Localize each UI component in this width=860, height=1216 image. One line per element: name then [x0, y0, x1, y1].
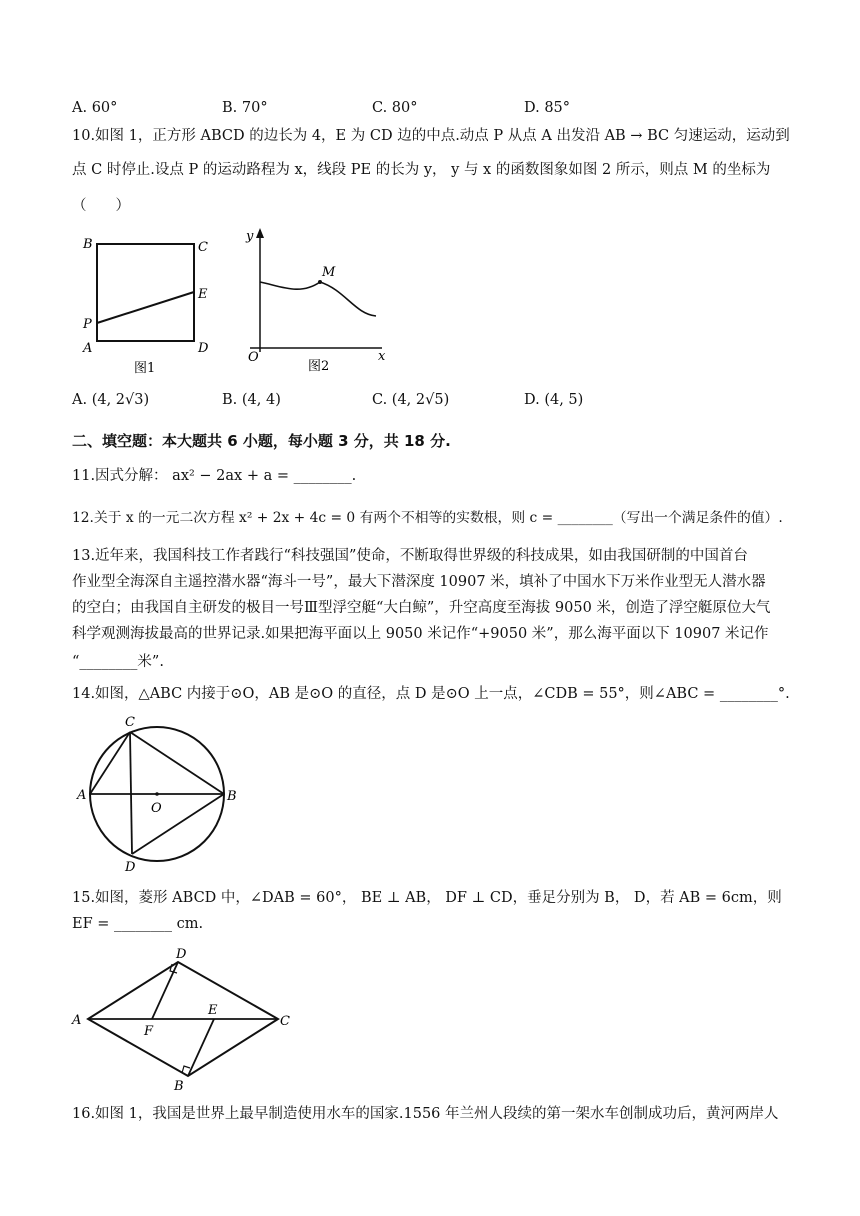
label-y: y — [246, 229, 254, 244]
label-b: B — [227, 789, 237, 804]
label-b: B — [174, 1079, 184, 1094]
q9-option-b: B. 70° — [222, 100, 268, 116]
q10-text-line2: 点 C 时停止.设点 P 的运动路程为 x，线段 PE 的长为 y， y 与 x 的函数图象如图 2 所示，则点 M 的坐标为 — [72, 162, 771, 178]
q9-option-c: C. 80° — [372, 100, 418, 116]
q10-figure2 — [240, 224, 390, 376]
q13-text-line1: 13.近年来，我国科技工作者践行“科技强国”使命，不断取得世界级的科技成果，如由我国研制的中国首台 — [72, 548, 748, 564]
y-axis-arrow — [256, 228, 264, 238]
label-c: C — [198, 240, 208, 255]
q10-option-c: C. (4, 2√5) — [372, 392, 450, 408]
label-a: A — [77, 788, 87, 803]
q10-option-a: A. (4, 2√3) — [72, 392, 150, 408]
label-c: C — [280, 1014, 290, 1029]
segment-ac — [90, 732, 130, 794]
right-angle-mark-b — [182, 1066, 190, 1073]
label-f: F — [144, 1024, 154, 1039]
q12-text: 12.关于 x 的一元二次方程 x² + 2x + 4c = 0 有两个不相等的实数根，则 c = ________（写出一个满足条件的值）. — [72, 510, 783, 526]
label-e: E — [208, 1003, 218, 1018]
label-a: A — [83, 341, 93, 356]
q10-text-line3: （ ） — [72, 198, 130, 214]
label-b: B — [83, 237, 93, 252]
q14-text: 14.如图，△ABC 内接于⊙O，AB 是⊙O 的直径，点 D 是⊙O 上一点，∠CDB = 55°，则∠ABC = ________°. — [72, 686, 790, 702]
q10-figure1 — [78, 228, 218, 378]
point-m — [318, 280, 322, 284]
q11-text: 11.因式分解： ax² − 2ax + a = ________. — [72, 468, 357, 484]
fig1-caption: 图1 — [134, 361, 156, 376]
q15-text-line1: 15.如图，菱形 ABCD 中，∠DAB = 60°， BE ⊥ AB， DF ⊥ CD，垂足分别为 B， D，若 AB = 6cm，则 — [72, 890, 782, 906]
label-d: D — [125, 860, 136, 875]
q13-text-line5: “________米”. — [72, 654, 164, 670]
label-d: D — [198, 341, 209, 356]
q15-figure — [68, 944, 308, 1096]
square-abcd — [97, 244, 194, 341]
q9-option-d: D. 85° — [524, 100, 571, 116]
label-e: E — [198, 287, 208, 302]
label-o: O — [248, 350, 259, 365]
q14-figure — [72, 712, 242, 876]
q10-text-line1: 10.如图 1，正方形 ABCD 的边长为 4，E 为 CD 边的中点.动点 P 从点 A 出发沿 AB → BC 匀速运动，运动到 — [72, 128, 790, 144]
label-d: D — [176, 947, 187, 962]
q15-text-line2: EF = ________ cm. — [72, 916, 204, 932]
label-o: O — [151, 801, 162, 816]
q10-option-b: B. (4, 4) — [222, 392, 281, 408]
section2-heading: 二、填空题：本大题共 6 小题，每小题 3 分，共 18 分. — [72, 432, 451, 450]
label-a: A — [72, 1013, 82, 1028]
label-c: C — [125, 715, 135, 730]
q13-text-line2: 作业型全海深自主遥控潜水器“海斗一号”，最大下潜深度 10907 米，填补了中国水下万米作业型无人潜水器 — [72, 574, 766, 590]
segment-cb — [130, 732, 224, 794]
segment-db — [132, 794, 224, 854]
q16-text-line1: 16.如图 1，我国是世界上最早制造使用水车的国家.1556 年兰州人段续的第一架水车创制成功后，黄河两岸人 — [72, 1106, 779, 1122]
segment-pe — [97, 292, 194, 323]
label-p: P — [83, 317, 92, 332]
function-curve — [260, 282, 376, 316]
center-o — [155, 792, 159, 796]
label-m: M — [322, 265, 336, 280]
fig2-caption: 图2 — [308, 359, 330, 374]
q10-option-d: D. (4, 5) — [524, 392, 584, 408]
q13-text-line4: 科学观测海拔最高的世界记录.如果把海平面以上 9050 米记作“+9050 米”，那么海平面以下 10907 米记作 — [72, 626, 769, 642]
q9-option-a: A. 60° — [72, 100, 118, 116]
label-x: x — [378, 349, 386, 364]
q13-text-line3: 的空白；由我国自主研发的极目一号Ⅲ型浮空艇“大白鲸”，升空高度至海拔 9050 米，创造了浮空艇原位大气 — [72, 600, 771, 616]
segment-cd — [130, 732, 132, 854]
